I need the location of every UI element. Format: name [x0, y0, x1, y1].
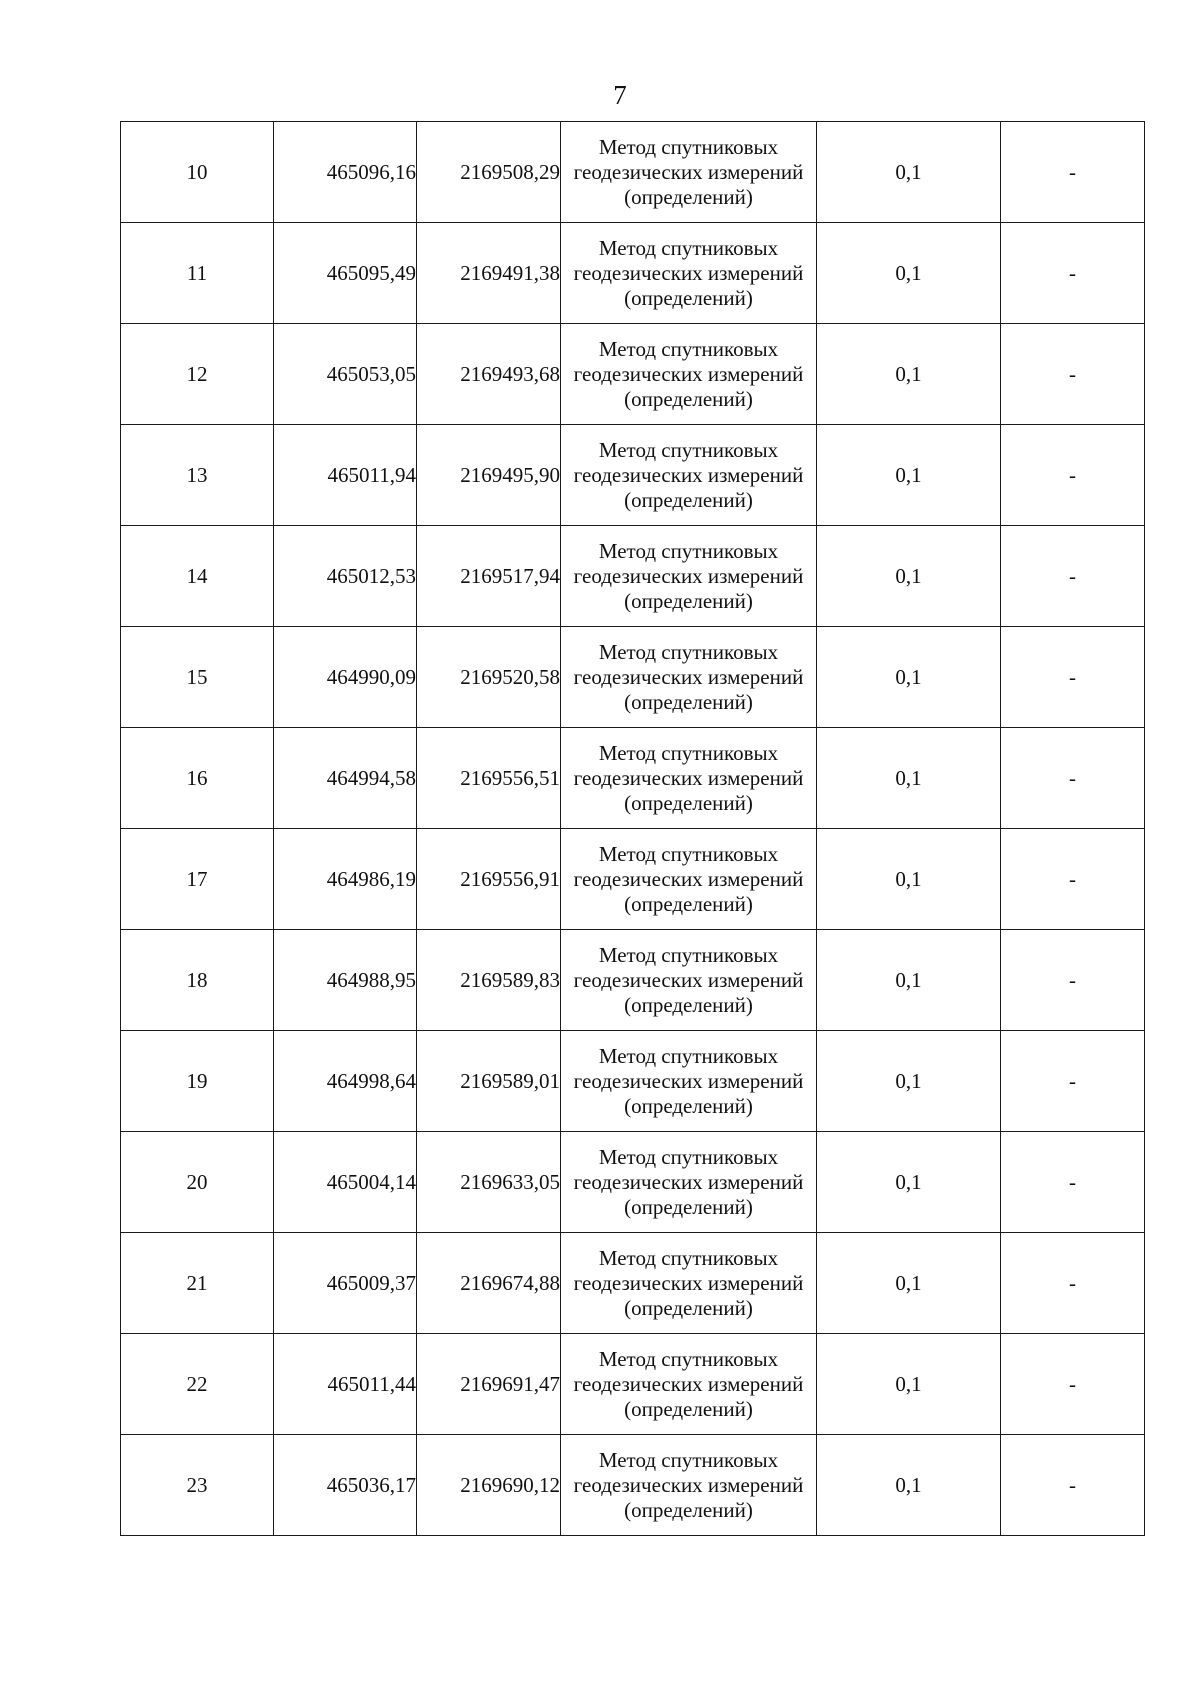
note-cell: - — [1001, 425, 1145, 526]
note-cell: - — [1001, 1132, 1145, 1233]
point-number-cell: 23 — [121, 1435, 274, 1536]
point-number-cell: 10 — [121, 122, 274, 223]
accuracy-cell: 0,1 — [817, 1233, 1001, 1334]
coordinate-x-cell: 464990,09 — [274, 627, 417, 728]
coordinates-table — [120, 121, 1145, 1536]
note-cell: - — [1001, 223, 1145, 324]
coordinate-x-cell: 465096,16 — [274, 122, 417, 223]
coordinate-y-cell: 2169674,88 — [417, 1233, 561, 1334]
point-number-cell: 16 — [121, 728, 274, 829]
accuracy-cell: 0,1 — [817, 728, 1001, 829]
accuracy-cell: 0,1 — [817, 526, 1001, 627]
point-number-cell: 14 — [121, 526, 274, 627]
table-row — [121, 930, 1145, 1031]
method-cell: Метод спутниковых геодезических измерений (определений) — [561, 1132, 817, 1233]
note-cell: - — [1001, 627, 1145, 728]
accuracy-cell: 0,1 — [817, 627, 1001, 728]
note-cell: - — [1001, 829, 1145, 930]
coordinate-x-cell: 464988,95 — [274, 930, 417, 1031]
point-number-cell: 15 — [121, 627, 274, 728]
note-cell: - — [1001, 526, 1145, 627]
note-cell: - — [1001, 1233, 1145, 1334]
note-cell: - — [1001, 1435, 1145, 1536]
method-cell: Метод спутниковых геодезических измерений (определений) — [561, 1031, 817, 1132]
method-cell: Метод спутниковых геодезических измерений (определений) — [561, 728, 817, 829]
point-number-cell: 20 — [121, 1132, 274, 1233]
coordinate-y-cell: 2169556,91 — [417, 829, 561, 930]
accuracy-cell: 0,1 — [817, 1031, 1001, 1132]
coordinate-y-cell: 2169520,58 — [417, 627, 561, 728]
point-number-cell: 21 — [121, 1233, 274, 1334]
table-row — [121, 425, 1145, 526]
table-row — [121, 324, 1145, 425]
accuracy-cell: 0,1 — [817, 1334, 1001, 1435]
note-cell: - — [1001, 728, 1145, 829]
accuracy-cell: 0,1 — [817, 122, 1001, 223]
coordinate-y-cell: 2169508,29 — [417, 122, 561, 223]
note-cell: - — [1001, 1031, 1145, 1132]
coordinate-x-cell: 465011,44 — [274, 1334, 417, 1435]
coordinate-x-cell: 465009,37 — [274, 1233, 417, 1334]
method-cell: Метод спутниковых геодезических измерений (определений) — [561, 1435, 817, 1536]
coordinate-x-cell: 465036,17 — [274, 1435, 417, 1536]
coordinate-y-cell: 2169517,94 — [417, 526, 561, 627]
coordinate-x-cell: 465011,94 — [274, 425, 417, 526]
table-row — [121, 1132, 1145, 1233]
coordinate-x-cell: 464994,58 — [274, 728, 417, 829]
table-row — [121, 223, 1145, 324]
accuracy-cell: 0,1 — [817, 1132, 1001, 1233]
point-number-cell: 17 — [121, 829, 274, 930]
method-cell: Метод спутниковых геодезических измерений (определений) — [561, 627, 817, 728]
point-number-cell: 13 — [121, 425, 274, 526]
coordinate-y-cell: 2169491,38 — [417, 223, 561, 324]
method-cell: Метод спутниковых геодезических измерений (определений) — [561, 324, 817, 425]
note-cell: - — [1001, 122, 1145, 223]
coordinate-x-cell: 464986,19 — [274, 829, 417, 930]
coordinate-y-cell: 2169690,12 — [417, 1435, 561, 1536]
table-row — [121, 1334, 1145, 1435]
accuracy-cell: 0,1 — [817, 324, 1001, 425]
accuracy-cell: 0,1 — [817, 829, 1001, 930]
coordinate-x-cell: 465053,05 — [274, 324, 417, 425]
point-number-cell: 18 — [121, 930, 274, 1031]
method-cell: Метод спутниковых геодезических измерений (определений) — [561, 930, 817, 1031]
point-number-cell: 12 — [121, 324, 274, 425]
coordinate-y-cell: 2169589,01 — [417, 1031, 561, 1132]
table-row — [121, 627, 1145, 728]
coordinate-x-cell: 465095,49 — [274, 223, 417, 324]
method-cell: Метод спутниковых геодезических измерений (определений) — [561, 829, 817, 930]
note-cell: - — [1001, 1334, 1145, 1435]
accuracy-cell: 0,1 — [817, 1435, 1001, 1536]
method-cell: Метод спутниковых геодезических измерений (определений) — [561, 526, 817, 627]
point-number-cell: 22 — [121, 1334, 274, 1435]
table-row — [121, 526, 1145, 627]
point-number-cell: 19 — [121, 1031, 274, 1132]
coordinate-x-cell: 465004,14 — [274, 1132, 417, 1233]
note-cell: - — [1001, 324, 1145, 425]
method-cell: Метод спутниковых геодезических измерений (определений) — [561, 122, 817, 223]
coordinate-x-cell: 465012,53 — [274, 526, 417, 627]
point-number-cell: 11 — [121, 223, 274, 324]
coordinates-table-body — [121, 122, 1145, 1536]
method-cell: Метод спутниковых геодезических измерений (определений) — [561, 425, 817, 526]
method-cell: Метод спутниковых геодезических измерений (определений) — [561, 223, 817, 324]
coordinate-y-cell: 2169556,51 — [417, 728, 561, 829]
accuracy-cell: 0,1 — [817, 223, 1001, 324]
coordinate-y-cell: 2169495,90 — [417, 425, 561, 526]
coordinate-y-cell: 2169589,83 — [417, 930, 561, 1031]
coordinate-y-cell: 2169633,05 — [417, 1132, 561, 1233]
method-cell: Метод спутниковых геодезических измерений (определений) — [561, 1233, 817, 1334]
table-row — [121, 1435, 1145, 1536]
accuracy-cell: 0,1 — [817, 930, 1001, 1031]
table-row — [121, 122, 1145, 223]
method-cell: Метод спутниковых геодезических измерений (определений) — [561, 1334, 817, 1435]
table-row — [121, 829, 1145, 930]
accuracy-cell: 0,1 — [817, 425, 1001, 526]
note-cell: - — [1001, 930, 1145, 1031]
table-row — [121, 728, 1145, 829]
coordinate-y-cell: 2169691,47 — [417, 1334, 561, 1435]
coordinate-x-cell: 464998,64 — [274, 1031, 417, 1132]
coordinate-y-cell: 2169493,68 — [417, 324, 561, 425]
page-number: 7 — [613, 80, 627, 110]
table-row — [121, 1233, 1145, 1334]
table-row — [121, 1031, 1145, 1132]
